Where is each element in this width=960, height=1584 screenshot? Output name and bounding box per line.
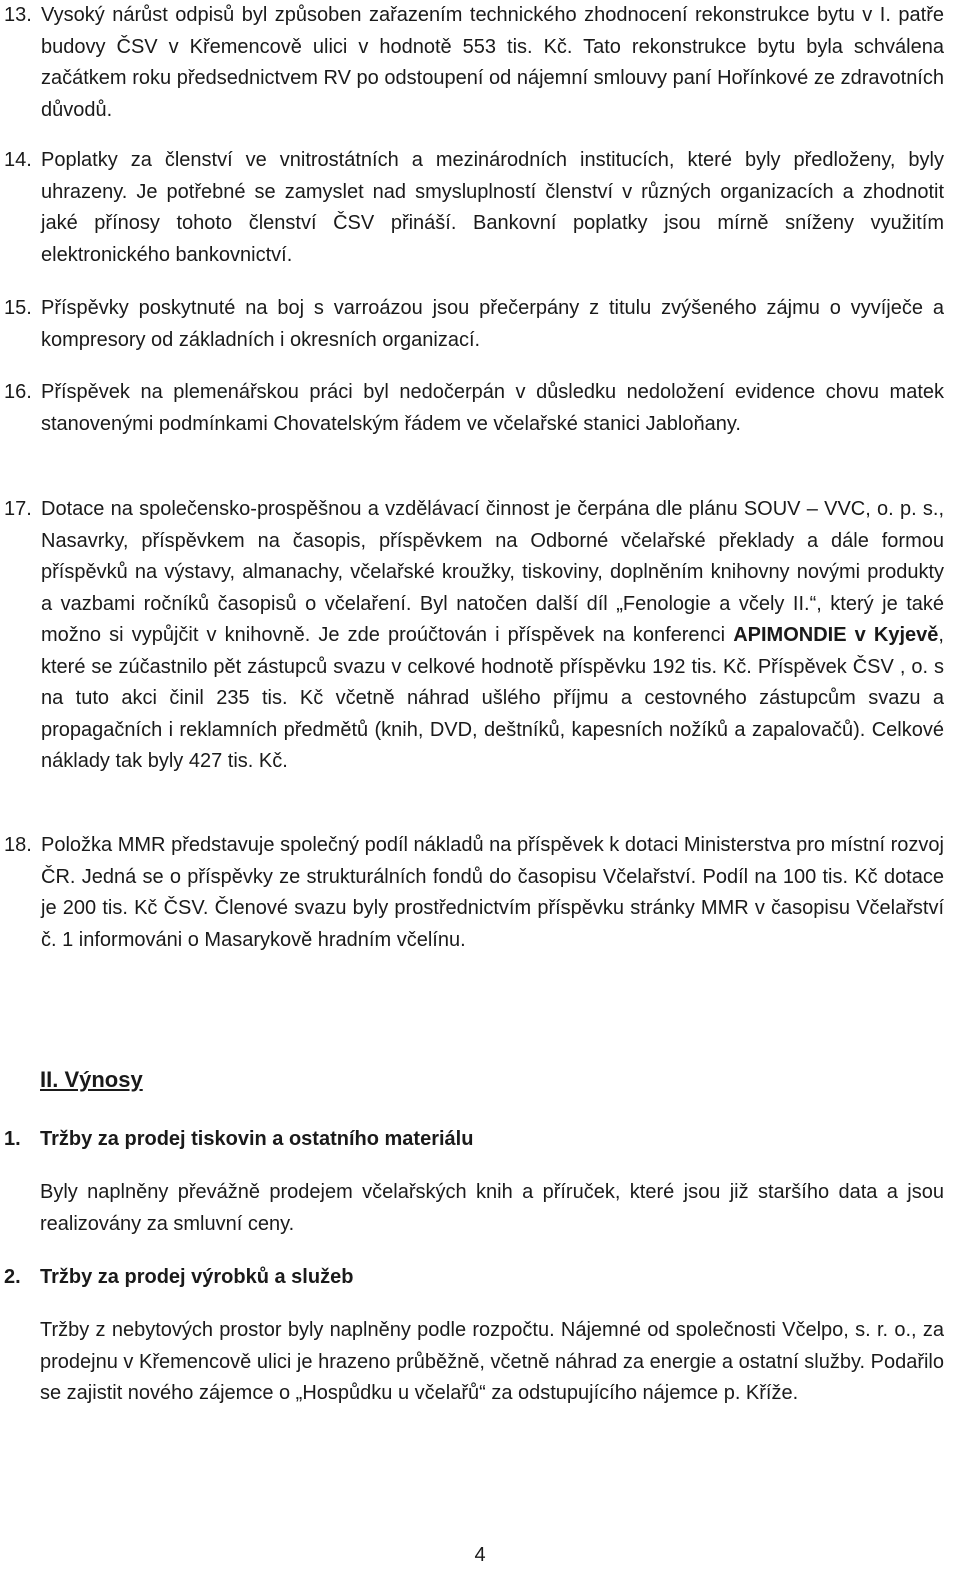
item-number: 17. xyxy=(4,498,32,520)
list-item-18 xyxy=(4,830,944,956)
page-number: 4 xyxy=(474,1544,486,1566)
item-number: 18. xyxy=(4,834,32,856)
item-text: Příspěvky poskytnuté na boj s varroázou jsou přečerpány z titulu zvýšeného zájmu o vyvíječe a kompresory od základních i okresních organizací. xyxy=(41,297,944,351)
subsection-heading-1 xyxy=(4,1124,473,1154)
item-text: Vysoký nárůst odpisů byl způsoben zařazením technického zhodnocení rekonstrukce bytu v I. patře budovy ČSV v Křemencově ulici v hodnotě 553 tis. Kč. Tato rekonstrukce bytu byla schválena začátkem roku předsednictvem RV po odstoupení od nájemní smlouvy paní Hořínkové ze zdravotních důvodů. xyxy=(41,4,944,121)
item-number: 13. xyxy=(4,4,32,26)
list-item-16 xyxy=(4,377,944,440)
subsection-number: 2. xyxy=(4,1266,21,1288)
list-item-14 xyxy=(4,145,944,271)
item-text: Poplatky za členství ve vnitrostátních a mezinárodních institucích, které byly předloženy, byly uhrazeny. Je potřebné se zamyslet nad smysluplností členství v různých organizacích a zhodnotit jaké přínosy tohoto členství ČSV přináší. Bankovní poplatky jsou mírně sníženy využitím elektronického bankovnictví. xyxy=(41,149,944,266)
item-text: Položka MMR představuje společný podíl nákladů na příspěvek k dotaci Ministerstva pro místní rozvoj ČR. Jedná se o příspěvky ze strukturálních fondů do časopisu Včelařství. Podíl na 100 tis. Kč dotace je 200 tis. Kč ČSV. Členové svazu byly prostřednictvím příspěvku stránky MMR v časopisu Včelařství č. 1 informováni o Masarykově hradním včelínu. xyxy=(41,834,944,951)
subsection-paragraph-1: Byly naplněny převážně prodejem včelařských knih a příruček, které jsou již staršího data a jsou realizovány za smluvní ceny. xyxy=(40,1181,944,1235)
item-number: 16. xyxy=(4,381,32,403)
list-item-13 xyxy=(4,0,944,126)
subsection-title: Tržby za prodej výrobků a služeb xyxy=(40,1266,354,1288)
subsection-heading-2 xyxy=(4,1262,353,1292)
conference-name: APIMONDIE v Kyjevě xyxy=(733,624,939,646)
subsection-number: 1. xyxy=(4,1128,21,1150)
subsection-paragraph-2: Tržby z nebytových prostor byly naplněny podle rozpočtu. Nájemné od společnosti Včelpo, s. r. o., za prodejnu v Křemencově ulici je hrazeno průběžně, včetně náhrad za energie a ostatní služby. Podařilo se zajistit nového zájemce o „Hospůdku u včelařů“ za odstupujícího nájemce p. Kříže. xyxy=(40,1319,944,1404)
item-text xyxy=(41,494,944,778)
item-text: Příspěvek na plemenářskou práci byl nedočerpán v důsledku nedoložení evidence chovu matek stanovenými podmínkami Chovatelským řádem ve včelařské stanici Jabloňany. xyxy=(41,381,944,435)
item-text-part-b: , které se zúčastnilo pět zástupců svazu v celkové hodnotě příspěvku 192 tis. Kč. Příspěvek ČSV , o. s na tuto akci činil 235 tis. Kč včetně náhrad ušlého příjmu a cestovného zástupcům svazu a propagačních i reklamních předmětů (knih, DVD, deštníků, kapesních nožíků a zapalovačů). Celkové náklady tak byly 427 tis. Kč. xyxy=(41,624,944,772)
item-number: 15. xyxy=(4,297,32,319)
list-item-15 xyxy=(4,293,944,356)
list-item-17 xyxy=(4,494,944,778)
section-heading: II. Výnosy xyxy=(40,1067,143,1092)
subsection-title: Tržby za prodej tiskovin a ostatního materiálu xyxy=(40,1128,474,1150)
item-number: 14. xyxy=(4,149,32,171)
item-text-part-a: Dotace na společensko-prospěšnou a vzdělávací činnost je čerpána dle plánu SOUV – VVC, o. p. s., Nasavrky, příspěvkem na časopis, příspěvkem na Odborné včelařské překlady a dále formou příspěvků na výstavy, almanachy, včelařské kroužky, tiskoviny, doplněním knihovny novými produkty a vazbami ročníků časopisů o včelaření. Byl natočen další díl „Fenologie a včely II.“, který je také možno si vypůjčit v knihovně. Je zde proúčtován i příspěvek na konferenci xyxy=(41,498,944,646)
